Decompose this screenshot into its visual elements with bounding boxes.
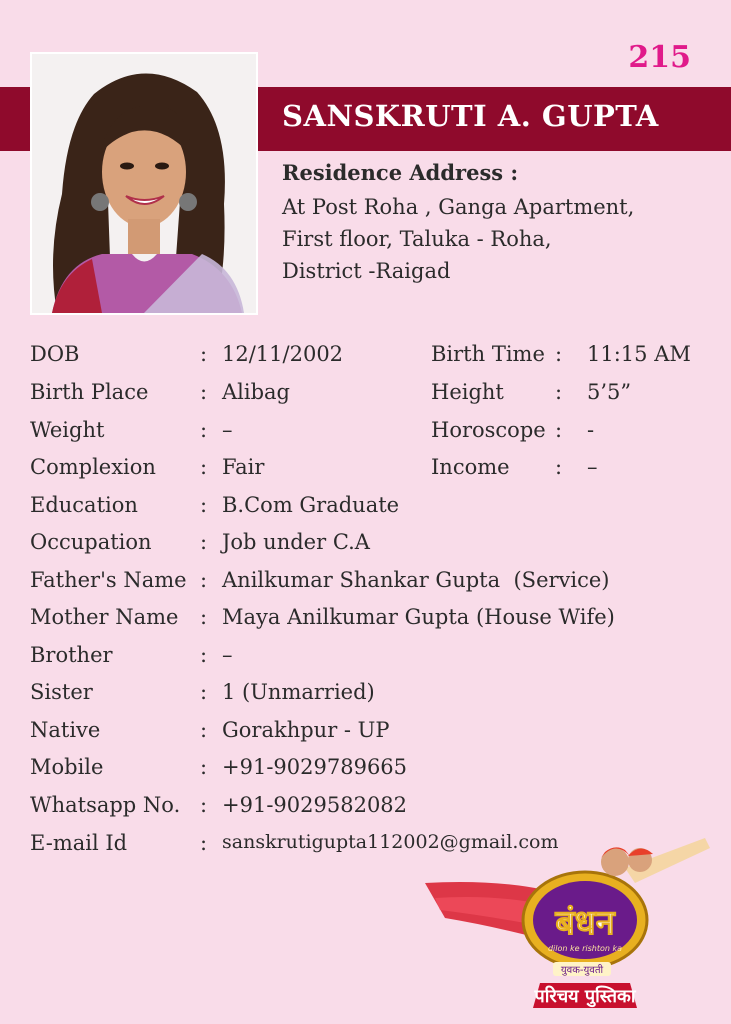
detail-value: Fair xyxy=(222,455,265,479)
detail-label: Income xyxy=(431,455,510,479)
detail-label: Height xyxy=(431,380,504,404)
separator: : xyxy=(200,643,208,667)
separator: : xyxy=(200,718,208,742)
detail-row-father xyxy=(0,568,731,602)
detail-row-dob xyxy=(0,342,731,376)
page-number: 215 xyxy=(628,40,691,75)
detail-row-whatsapp xyxy=(0,793,731,827)
bandhan-logo xyxy=(425,838,715,1020)
separator: : xyxy=(200,680,208,704)
detail-value: 11:15 AM xyxy=(587,342,691,366)
address-title: Residence Address : xyxy=(282,160,519,185)
separator: : xyxy=(200,605,208,629)
address-line: District -Raigad xyxy=(282,259,451,283)
separator: : xyxy=(200,455,208,479)
detail-value: 5’5” xyxy=(587,380,632,404)
detail-label: Native xyxy=(30,718,101,742)
detail-label: Horoscope xyxy=(431,418,546,442)
separator: : xyxy=(200,793,208,817)
detail-value: Maya Anilkumar Gupta (House Wife) xyxy=(222,605,615,629)
logo-tagline: dilon ke rishton ka xyxy=(547,944,623,953)
detail-row-birth-place xyxy=(0,380,731,414)
detail-value: – xyxy=(222,643,233,667)
detail-label: Occupation xyxy=(30,530,152,554)
address-line: At Post Roha , Ganga Apartment, xyxy=(282,195,635,219)
detail-label: Father's Name xyxy=(30,568,187,592)
detail-value: +91-9029582082 xyxy=(222,793,408,817)
separator: : xyxy=(200,568,208,592)
detail-value: 12/11/2002 xyxy=(222,342,344,366)
detail-row-brother xyxy=(0,643,731,677)
detail-row-complexion xyxy=(0,455,731,489)
detail-row-sister xyxy=(0,680,731,714)
detail-value: – xyxy=(222,418,233,442)
detail-label: Mother Name xyxy=(30,605,179,629)
detail-value: Gorakhpur - UP xyxy=(222,718,390,742)
profile-photo xyxy=(30,52,258,315)
detail-value: Alibag xyxy=(222,380,291,404)
detail-value: sanskrutigupta112002@gmail.com xyxy=(222,831,559,853)
separator: : xyxy=(555,455,563,479)
separator: : xyxy=(200,755,208,779)
detail-label: E-mail Id xyxy=(30,831,128,855)
detail-value: B.Com Graduate xyxy=(222,493,400,517)
separator: : xyxy=(200,342,208,366)
separator: : xyxy=(200,380,208,404)
detail-value: Anilkumar Shankar Gupta (Service) xyxy=(222,568,610,592)
separator: : xyxy=(555,418,563,442)
detail-label: Weight xyxy=(30,418,105,442)
logo-title: बंधन xyxy=(555,903,615,943)
detail-label: Birth Time xyxy=(431,342,545,366)
separator: : xyxy=(200,493,208,517)
detail-value: Job under C.A xyxy=(222,530,370,554)
detail-label: Mobile xyxy=(30,755,104,779)
separator: : xyxy=(555,380,563,404)
detail-row-mobile xyxy=(0,755,731,789)
logo-subtitle: परिचय पुस्तिका xyxy=(534,986,636,1007)
detail-row-mother xyxy=(0,605,731,639)
detail-label: Birth Place xyxy=(30,380,149,404)
detail-row-native xyxy=(0,718,731,752)
detail-value: +91-9029789665 xyxy=(222,755,408,779)
detail-label: Brother xyxy=(30,643,113,667)
detail-value: – xyxy=(587,455,598,479)
separator: : xyxy=(200,530,208,554)
logo-emblem xyxy=(425,838,715,1020)
detail-label: Sister xyxy=(30,680,93,704)
address-line: First floor, Taluka - Roha, xyxy=(282,227,552,251)
candidate-name: SANSKRUTI A. GUPTA xyxy=(282,99,659,133)
separator: : xyxy=(200,831,208,855)
detail-label: Complexion xyxy=(30,455,156,479)
separator: : xyxy=(200,418,208,442)
detail-label: DOB xyxy=(30,342,80,366)
logo-subtitle-small: युवक-युवती xyxy=(560,965,604,976)
detail-value: - xyxy=(587,418,595,442)
portrait-image xyxy=(32,54,256,313)
detail-value: 1 (Unmarried) xyxy=(222,680,375,704)
detail-row-education xyxy=(0,493,731,527)
detail-label: Whatsapp No. xyxy=(30,793,181,817)
separator: : xyxy=(555,342,563,366)
detail-row-weight xyxy=(0,418,731,452)
detail-label: Education xyxy=(30,493,138,517)
detail-row-occupation xyxy=(0,530,731,564)
